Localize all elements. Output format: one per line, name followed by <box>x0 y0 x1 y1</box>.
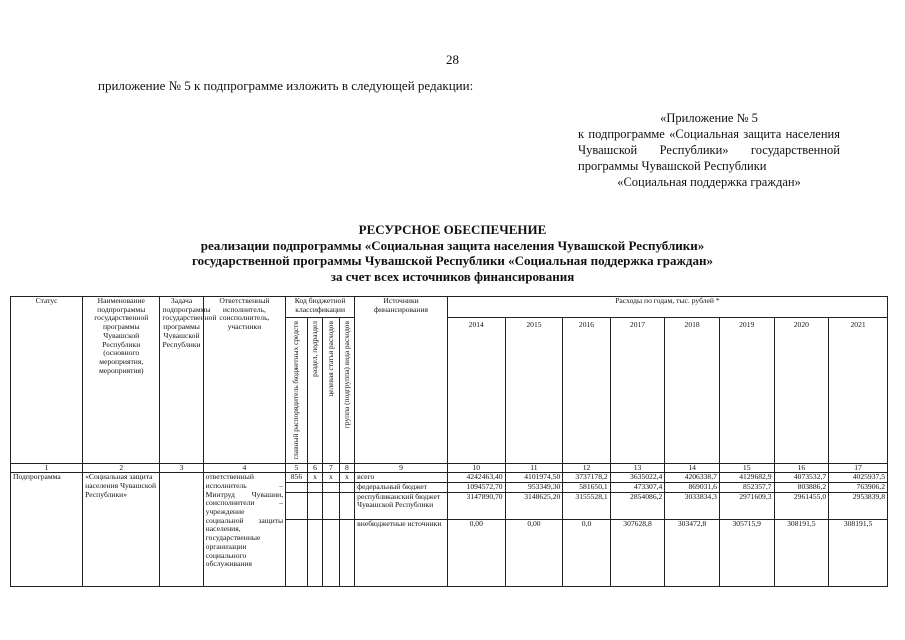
value-cell: 3737178,2 <box>563 473 610 483</box>
header-responsible: Ответственный исполнитель, соисполнитель, участники <box>203 297 285 464</box>
value-cell: 763906,2 <box>829 482 888 492</box>
value-cell: 4242463,40 <box>447 473 505 483</box>
value-cell: 2961455,0 <box>774 492 829 519</box>
heading-line-1: РЕСУРСНОЕ ОБЕСПЕЧЕНИЕ <box>358 222 547 237</box>
row-task <box>160 473 203 586</box>
row-status: Подпрограмма <box>11 473 83 586</box>
value-cell: 4073532,7 <box>774 473 829 483</box>
column-index: 11 <box>505 463 563 473</box>
header-year: 2016 <box>563 318 610 464</box>
value-cell: 803886,2 <box>774 482 829 492</box>
page-number: 28 <box>446 52 459 67</box>
value-cell: 4025937,5 <box>829 473 888 483</box>
value-cell: 3635022,4 <box>610 473 665 483</box>
value-cell: 0,00 <box>505 519 563 586</box>
column-index: 16 <box>774 463 829 473</box>
header-sources: Источники финансирования <box>355 297 448 464</box>
column-index: 4 <box>203 463 285 473</box>
column-index: 17 <box>829 463 888 473</box>
column-index: 2 <box>83 463 160 473</box>
column-index: 5 <box>286 463 308 473</box>
value-cell: 2953839,8 <box>829 492 888 519</box>
value-cell: 2971609,3 <box>719 492 774 519</box>
column-index: 15 <box>719 463 774 473</box>
row-code-group: х <box>339 473 355 483</box>
source-label: республиканский бюджет Чувашской Республики <box>355 492 448 519</box>
header-name: Наименование подпрограммы государственной программы Чувашской Республики (основного мероприятия, мероприятия) <box>83 297 160 464</box>
table-row <box>11 473 888 483</box>
header-year: 2021 <box>829 318 888 464</box>
value-cell: 1094572,70 <box>447 482 505 492</box>
value-cell: 3033834,3 <box>665 492 720 519</box>
column-index: 6 <box>307 463 322 473</box>
value-cell: 953349,30 <box>505 482 563 492</box>
column-index: 13 <box>610 463 665 473</box>
heading-line-4: за счет всех источников финансирования <box>330 268 575 284</box>
value-cell: 305715,9 <box>719 519 774 586</box>
value-cell: 308191,5 <box>829 519 888 586</box>
header-year: 2015 <box>505 318 563 464</box>
row-code-target: х <box>323 473 339 483</box>
appendix-block <box>578 110 840 190</box>
header-row-1 <box>11 297 888 318</box>
value-cell: 308191,5 <box>774 519 829 586</box>
source-label: федеральный бюджет <box>355 482 448 492</box>
appendix-line-last: «Социальная поддержка граждан» <box>617 175 801 189</box>
header-code-grbs: главный распорядитель бюджетных средств <box>286 318 308 464</box>
column-index: 7 <box>323 463 339 473</box>
column-index: 3 <box>160 463 203 473</box>
value-cell: 307628,8 <box>610 519 665 586</box>
header-year: 2014 <box>447 318 505 464</box>
header-year: 2017 <box>610 318 665 464</box>
header-expenses: Расходы по годам, тыс. рублей * <box>447 297 887 318</box>
value-cell: 852357,7 <box>719 482 774 492</box>
column-index: 8 <box>339 463 355 473</box>
value-cell: 869031,6 <box>665 482 720 492</box>
value-cell: 4101974,50 <box>505 473 563 483</box>
column-index: 10 <box>447 463 505 473</box>
value-cell: 4129682,9 <box>719 473 774 483</box>
value-cell: 3148625,20 <box>505 492 563 519</box>
intro-text: приложение № 5 к подпрограмме изложить в следующей редакции: <box>98 78 474 93</box>
value-cell: 0,0 <box>563 519 610 586</box>
header-year: 2018 <box>665 318 720 464</box>
heading-line-3: государственной программы Чувашской Республики «Социальная поддержка граждан» <box>192 253 713 268</box>
value-cell: 303472,8 <box>665 519 720 586</box>
value-cell: 3147890,70 <box>447 492 505 519</box>
value-cell: 473307,4 <box>610 482 665 492</box>
header-year: 2019 <box>719 318 774 464</box>
column-index: 9 <box>355 463 448 473</box>
column-index: 14 <box>665 463 720 473</box>
value-cell: 4206338,7 <box>665 473 720 483</box>
source-label: внебюджетные источники <box>355 519 448 586</box>
document-heading <box>0 222 905 284</box>
row-code-section: х <box>307 473 322 483</box>
appendix-line-1: «Приложение № 5 <box>660 111 758 125</box>
value-cell: 0,00 <box>447 519 505 586</box>
header-year: 2020 <box>774 318 829 464</box>
row-code-grbs: 856 <box>286 473 308 483</box>
header-status: Статус <box>11 297 83 464</box>
header-budget-code: Код бюджетной классификации <box>286 297 355 318</box>
value-cell: 3155528,1 <box>563 492 610 519</box>
source-label: всего <box>355 473 448 483</box>
heading-line-2: реализации подпрограммы «Социальная защита населения Чувашской Республики» <box>200 237 705 253</box>
header-code-target: целевая статья расходов <box>323 318 339 464</box>
value-cell: 581650,1 <box>563 482 610 492</box>
appendix-body: к подпрограмме «Социальная защита населения Чувашской Республики» государственной программы Чувашской Республики <box>578 127 840 173</box>
value-cell: 2854086,2 <box>610 492 665 519</box>
row-responsible: ответственный исполнитель – Минтруд Чувашии, соисполнители – учреждение социальной защиты населения, государственные организации социального обслуживания <box>203 473 285 586</box>
row-name: «Социальная защита населения Чувашской Республики» <box>83 473 160 586</box>
column-index: 12 <box>563 463 610 473</box>
column-index: 1 <box>11 463 83 473</box>
header-task: Задача подпрограммы государственной программы Чувашской Республики <box>160 297 203 464</box>
header-code-group: группа (подгруппа) вида расходов <box>339 318 355 464</box>
header-code-section: раздел, подраздел <box>307 318 322 464</box>
resource-table <box>10 296 888 587</box>
